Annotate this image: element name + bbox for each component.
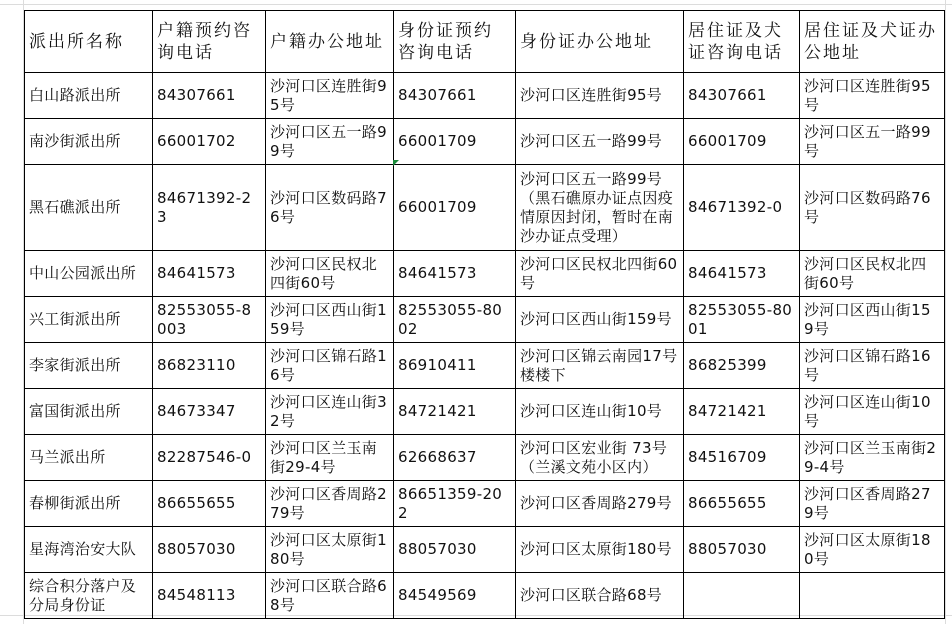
cell-residence-address[interactable]: 沙河口区民权北四街60号 — [800, 251, 945, 297]
table-row — [25, 297, 945, 343]
cell-household-phone[interactable]: 84548113 — [153, 573, 266, 619]
cell-residence-phone[interactable]: 84307661 — [684, 73, 800, 119]
cell-station-name[interactable]: 综合积分落户及分局身份证 — [25, 573, 153, 619]
cell-household-address[interactable]: 沙河口区民权北四街60号 — [266, 251, 394, 297]
cell-id-phone[interactable]: 66001709 — [394, 119, 516, 165]
cell-station-name[interactable]: 李家街派出所 — [25, 343, 153, 389]
table-row — [25, 165, 945, 251]
cell-station-name[interactable]: 南沙街派出所 — [25, 119, 153, 165]
cell-residence-address[interactable]: 沙河口区锦石路16号 — [800, 343, 945, 389]
cell-household-phone[interactable]: 84641573 — [153, 251, 266, 297]
cell-residence-phone[interactable]: 84516709 — [684, 435, 800, 481]
cell-id-address[interactable]: 沙河口区香周路279号 — [516, 481, 684, 527]
cell-id-address[interactable]: 沙河口区太原街180号 — [516, 527, 684, 573]
grid-line — [0, 4, 952, 5]
header-cell-household-phone[interactable]: 户籍预约咨询电话 — [153, 11, 266, 73]
cell-station-name[interactable]: 星海湾治安大队 — [25, 527, 153, 573]
cell-household-address[interactable]: 沙河口区西山街159号 — [266, 297, 394, 343]
cell-id-phone[interactable]: 62668637 — [394, 435, 516, 481]
cell-station-name[interactable]: 春柳街派出所 — [25, 481, 153, 527]
cell-station-name[interactable]: 白山路派出所 — [25, 73, 153, 119]
cell-residence-phone[interactable]: 88057030 — [684, 527, 800, 573]
cell-station-name[interactable]: 黑石礁派出所 — [25, 165, 153, 251]
cell-residence-phone[interactable]: 86825399 — [684, 343, 800, 389]
cell-residence-address[interactable]: 沙河口区连胜街95号 — [800, 73, 945, 119]
cell-residence-address[interactable]: 沙河口区五一路99号 — [800, 119, 945, 165]
cell-id-address[interactable]: 沙河口区西山街159号 — [516, 297, 684, 343]
cell-residence-phone[interactable]: 84671392-0 — [684, 165, 800, 251]
cell-household-phone[interactable]: 84671392-23 — [153, 165, 266, 251]
table-row — [25, 119, 945, 165]
cell-comment-indicator — [393, 160, 399, 166]
table-row — [25, 389, 945, 435]
cell-household-phone[interactable]: 86655655 — [153, 481, 266, 527]
cell-id-phone[interactable]: 84721421 — [394, 389, 516, 435]
cell-residence-phone[interactable] — [684, 573, 800, 619]
header-cell-id-address[interactable]: 身份证办公地址 — [516, 11, 684, 73]
cell-id-address[interactable]: 沙河口区连山街10号 — [516, 389, 684, 435]
cell-household-address[interactable]: 沙河口区五一路99号 — [266, 119, 394, 165]
cell-id-address[interactable]: 沙河口区锦云南园17号楼楼下 — [516, 343, 684, 389]
cell-residence-address[interactable]: 沙河口区兰玉南街29-4号 — [800, 435, 945, 481]
cell-household-address[interactable]: 沙河口区连胜街95号 — [266, 73, 394, 119]
cell-household-phone[interactable]: 84673347 — [153, 389, 266, 435]
header-cell-residence-phone[interactable]: 居住证及犬证咨询电话 — [684, 11, 800, 73]
cell-household-address[interactable]: 沙河口区连山街32号 — [266, 389, 394, 435]
cell-id-address[interactable]: 沙河口区五一路99号（黑石礁原办证点因疫情原因封闭，暂时在南沙办证点受理） — [516, 165, 684, 251]
table-row — [25, 435, 945, 481]
cell-residence-address[interactable]: 沙河口区连山街10号 — [800, 389, 945, 435]
header-cell-id-phone[interactable]: 身份证预约咨询电话 — [394, 11, 516, 73]
cell-id-phone[interactable]: 86651359-202 — [394, 481, 516, 527]
cell-id-phone[interactable]: 88057030 — [394, 527, 516, 573]
cell-household-phone[interactable]: 88057030 — [153, 527, 266, 573]
cell-household-address[interactable]: 沙河口区数码路76号 — [266, 165, 394, 251]
cell-residence-address[interactable]: 沙河口区数码路76号 — [800, 165, 945, 251]
cell-household-address[interactable]: 沙河口区香周路279号 — [266, 481, 394, 527]
cell-id-address[interactable]: 沙河口区宏业街 73号（兰溪文苑小区内） — [516, 435, 684, 481]
table-row — [25, 73, 945, 119]
cell-id-phone[interactable]: 86910411 — [394, 343, 516, 389]
table-row — [25, 573, 945, 619]
police-station-contact-table — [24, 10, 945, 619]
cell-station-name[interactable]: 中山公园派出所 — [25, 251, 153, 297]
cell-household-phone[interactable]: 84307661 — [153, 73, 266, 119]
cell-household-phone[interactable]: 86823110 — [153, 343, 266, 389]
cell-household-phone[interactable]: 82287546-0 — [153, 435, 266, 481]
cell-household-phone[interactable]: 66001702 — [153, 119, 266, 165]
cell-station-name[interactable]: 兴工街派出所 — [25, 297, 153, 343]
table-row — [25, 251, 945, 297]
cell-household-address[interactable]: 沙河口区联合路68号 — [266, 573, 394, 619]
table-row — [25, 527, 945, 573]
cell-id-phone[interactable]: 82553055-8002 — [394, 297, 516, 343]
cell-id-phone[interactable]: 84641573 — [394, 251, 516, 297]
cell-residence-address[interactable] — [800, 573, 945, 619]
cell-residence-address[interactable]: 沙河口区太原街180号 — [800, 527, 945, 573]
cell-id-address[interactable]: 沙河口区民权北四街60号 — [516, 251, 684, 297]
cell-id-phone[interactable]: 66001709 — [394, 165, 516, 251]
header-cell-residence-address[interactable]: 居住证及犬证办公地址 — [800, 11, 945, 73]
cell-station-name[interactable]: 富国街派出所 — [25, 389, 153, 435]
header-cell-household-address[interactable]: 户籍办公地址 — [266, 11, 394, 73]
header-cell-station-name[interactable]: 派出所名称 — [25, 11, 153, 73]
cell-household-address[interactable]: 沙河口区太原街180号 — [266, 527, 394, 573]
table-row — [25, 343, 945, 389]
cell-id-address[interactable]: 沙河口区连胜街95号 — [516, 73, 684, 119]
cell-residence-address[interactable]: 沙河口区香周路279号 — [800, 481, 945, 527]
cell-household-address[interactable]: 沙河口区锦石路16号 — [266, 343, 394, 389]
cell-residence-phone[interactable]: 66001709 — [684, 119, 800, 165]
table-row — [25, 481, 945, 527]
cell-id-phone[interactable]: 84549569 — [394, 573, 516, 619]
cell-residence-phone[interactable]: 86655655 — [684, 481, 800, 527]
cell-household-address[interactable]: 沙河口区兰玉南街29-4号 — [266, 435, 394, 481]
cell-residence-address[interactable]: 沙河口区西山街159号 — [800, 297, 945, 343]
cell-station-name[interactable]: 马兰派出所 — [25, 435, 153, 481]
cell-id-phone[interactable]: 84307661 — [394, 73, 516, 119]
cell-residence-phone[interactable]: 84641573 — [684, 251, 800, 297]
cell-id-address[interactable]: 沙河口区五一路99号 — [516, 119, 684, 165]
grid-line — [945, 0, 946, 624]
header-row — [25, 11, 945, 73]
cell-id-address[interactable]: 沙河口区联合路68号 — [516, 573, 684, 619]
cell-residence-phone[interactable]: 84721421 — [684, 389, 800, 435]
cell-household-phone[interactable]: 82553055-8003 — [153, 297, 266, 343]
cell-residence-phone[interactable]: 82553055-8001 — [684, 297, 800, 343]
